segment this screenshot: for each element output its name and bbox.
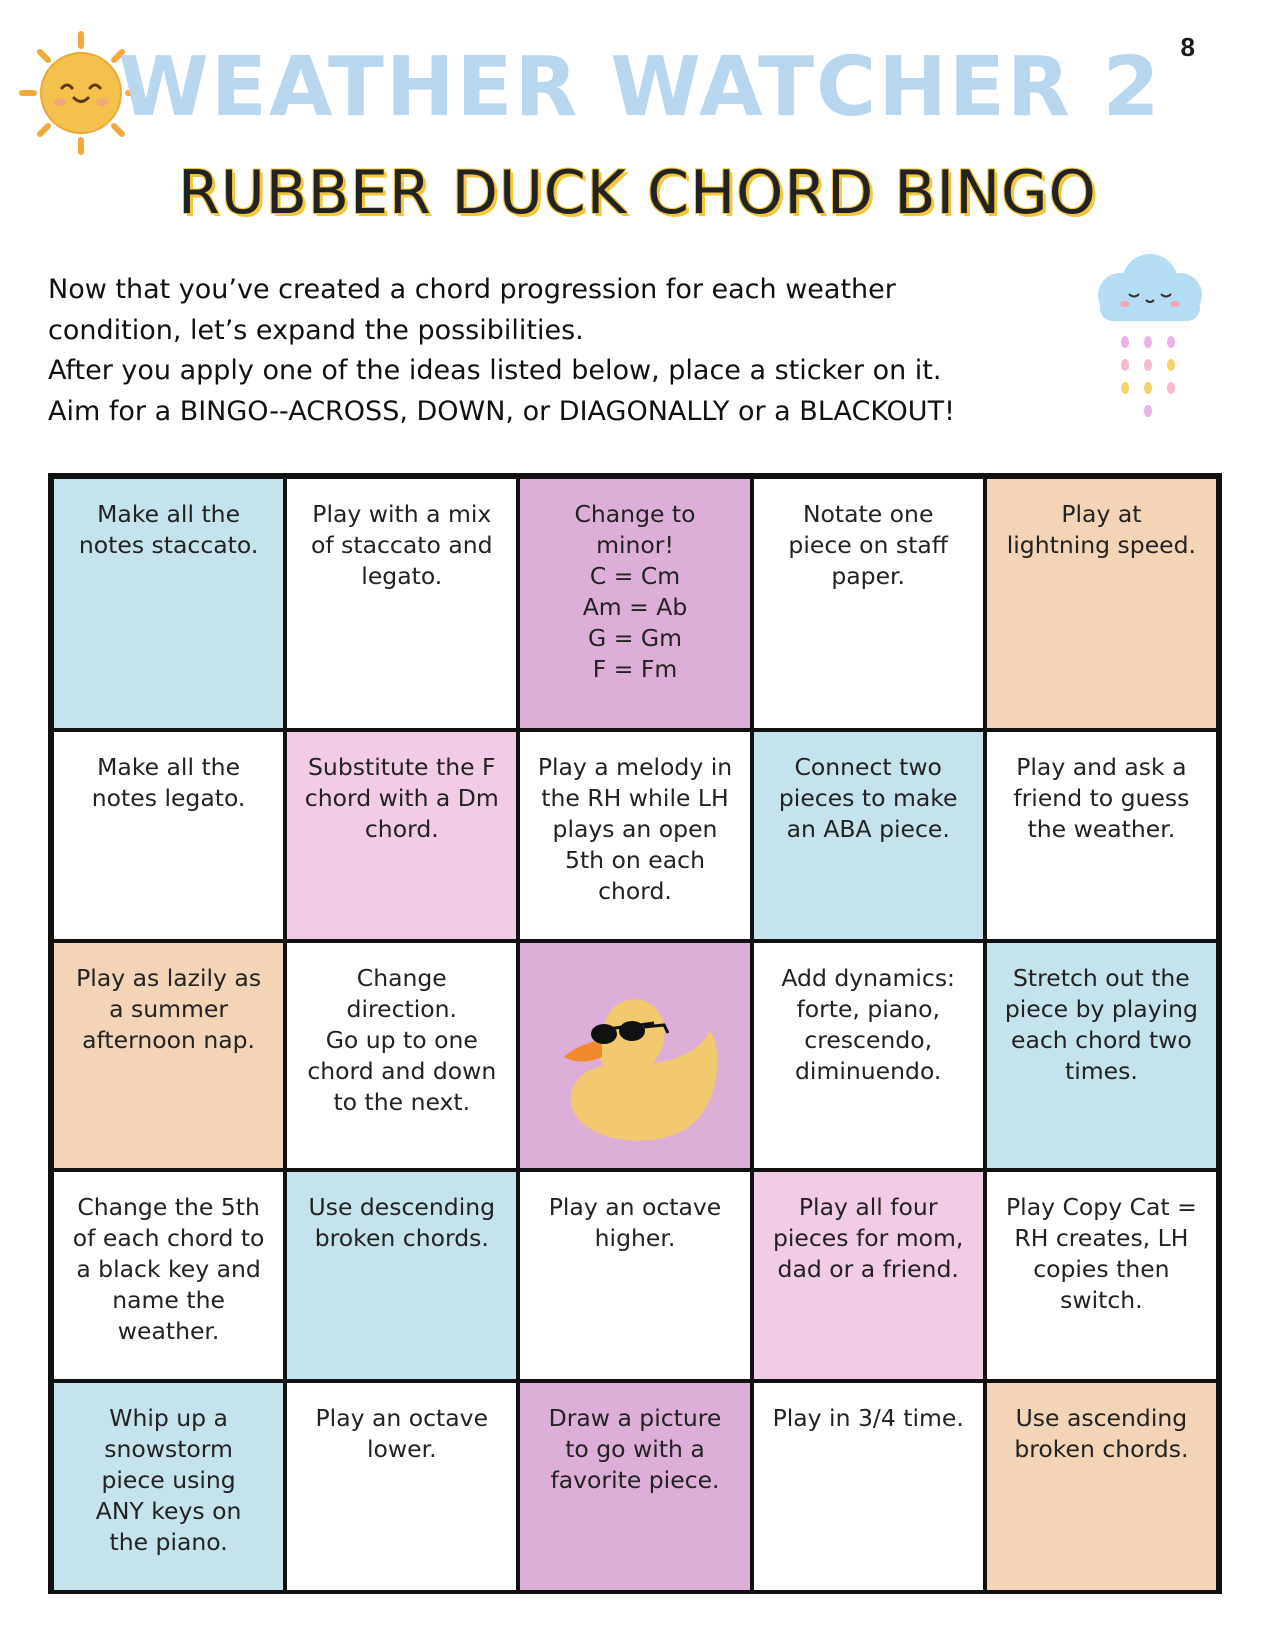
bingo-cell-text: Substitute the F chord with a Dm chord. (304, 753, 499, 843)
bingo-cell-free[interactable] (518, 941, 751, 1170)
bingo-cell[interactable] (285, 1170, 518, 1381)
page-number: 8 (1180, 32, 1195, 62)
bingo-cell[interactable] (752, 1170, 985, 1381)
intro-line: Now that you’ve created a chord progression for each weather (48, 274, 896, 305)
bingo-cell-text: Use descending broken chords. (308, 1193, 496, 1252)
bingo-cell[interactable] (52, 730, 285, 941)
bingo-cell[interactable] (985, 730, 1218, 941)
bingo-cell-text: Stretch out the piece by playing each chord two times. (1004, 964, 1198, 1085)
bingo-cell[interactable] (752, 941, 985, 1170)
bingo-cell[interactable] (52, 1381, 285, 1592)
bingo-cell[interactable] (985, 1170, 1218, 1381)
bingo-cell-text: Play at lightning speed. (1006, 500, 1197, 559)
bingo-cell-text: Whip up a snowstorm piece using ANY keys on the piano. (95, 1404, 242, 1556)
bingo-cell[interactable] (52, 1170, 285, 1381)
bingo-cell-text: Make all the notes legato. (91, 753, 246, 812)
cloud-icon (1085, 250, 1215, 440)
bingo-cell-text: Make all the notes staccato. (78, 500, 259, 559)
bingo-cell[interactable] (752, 1381, 985, 1592)
bingo-cell[interactable] (285, 941, 518, 1170)
bingo-cell-text: Notate one piece on staff paper. (788, 500, 948, 590)
bingo-cell[interactable] (285, 1381, 518, 1592)
bingo-cell[interactable] (752, 477, 985, 730)
bingo-cell-text: Change direction. Go up to one chord and down to the next. (307, 964, 497, 1116)
intro-text (48, 270, 1048, 432)
bingo-cell[interactable] (985, 941, 1218, 1170)
bingo-cell-text: Change the 5th of each chord to a black key and name the weather. (72, 1193, 265, 1345)
bingo-cell-text: Play as lazily as a summer afternoon nap. (76, 964, 262, 1054)
bingo-cell-text: Play with a mix of staccato and legato. (311, 500, 493, 590)
page-title: WEATHER WATCHER 2 (118, 40, 1162, 135)
bingo-cell-text: Connect two pieces to make an ABA piece. (778, 753, 958, 843)
intro-line: condition, let’s expand the possibilities. (48, 314, 584, 346)
bingo-cell[interactable] (985, 1381, 1218, 1592)
bingo-cell-text: Draw a picture to go with a favorite piece. (548, 1404, 722, 1494)
page-subtitle: RUBBER DUCK CHORD BINGO (178, 158, 1097, 228)
bingo-cell[interactable] (52, 941, 285, 1170)
bingo-cell-text: Play and ask a friend to guess the weather. (1013, 753, 1190, 843)
bingo-grid (48, 473, 1222, 1594)
bingo-cell[interactable] (518, 477, 751, 730)
bingo-cell-text: Play a melody in the RH while LH plays an open 5th on each chord. (537, 753, 733, 905)
bingo-cell[interactable] (518, 730, 751, 941)
bingo-cell[interactable] (985, 477, 1218, 730)
bingo-cell-text: Play all four pieces for mom, dad or a friend. (772, 1193, 964, 1283)
bingo-cell-text: Play in 3/4 time. (772, 1404, 964, 1432)
bingo-cell-text: Use ascending broken chords. (1014, 1404, 1189, 1463)
intro-line: Aim for a BINGO--ACROSS, DOWN, or DIAGONALLY or a BLACKOUT! (48, 395, 955, 427)
bingo-cell[interactable] (285, 730, 518, 941)
bingo-cell-text: Change to minor! C = Cm Am = Ab G = Gm F = Fm (574, 500, 696, 683)
bingo-cell-text: Play an octave lower. (315, 1404, 489, 1463)
bingo-cell[interactable] (518, 1170, 751, 1381)
intro-line: After you apply one of the ideas listed below, place a sticker on it. (48, 355, 942, 386)
bingo-cell-text: Play an octave higher. (548, 1193, 722, 1252)
bingo-cell-text: Play Copy Cat = RH creates, LH copies then switch. (1006, 1193, 1197, 1314)
bingo-cell-text: Add dynamics: forte, piano, crescendo, diminuendo. (781, 964, 955, 1085)
rubber-duck-icon (542, 971, 727, 1156)
bingo-cell[interactable] (518, 1381, 751, 1592)
bingo-cell[interactable] (285, 477, 518, 730)
bingo-cell[interactable] (52, 477, 285, 730)
bingo-cell[interactable] (752, 730, 985, 941)
